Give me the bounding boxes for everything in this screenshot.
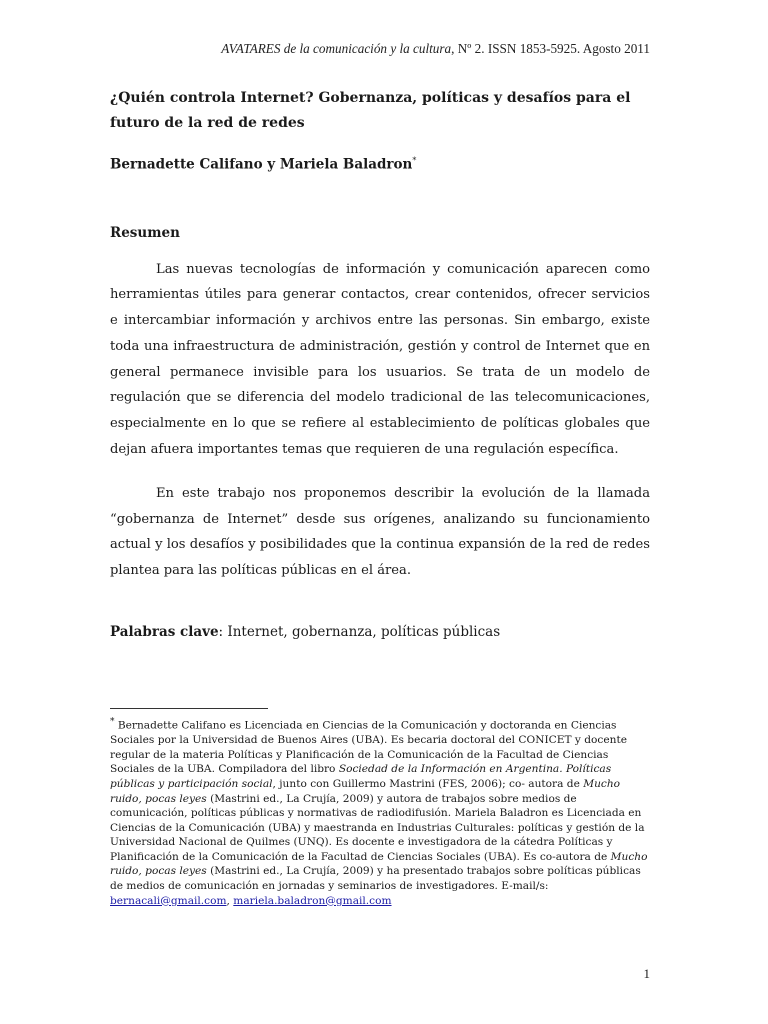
footnote-divider bbox=[110, 708, 268, 709]
abstract-paragraph-2: En este trabajo nos proponemos describir la evolución de la llamada “gobernanza de Internet” desde sus orígenes, analizando su funcionamiento actual y los desafíos y posibilidades que la continua expansión de la red de redes plantea para las políticas públicas en el área. bbox=[110, 485, 650, 579]
footnote-book-title: Sociedad de la Información en Argentina. Políticas públicas y participación social bbox=[110, 763, 612, 790]
authors-names: Bernadette Califano y Mariela Baladron bbox=[110, 156, 413, 173]
abstract-heading: Resumen bbox=[110, 224, 180, 241]
journal-name: AVATARES de la comunicación y la cultura bbox=[221, 41, 452, 56]
email-link-baladron[interactable]: mariela.baladron@gmail.com bbox=[233, 894, 392, 907]
footnote-mark: * bbox=[110, 717, 115, 727]
keywords-label: Palabras clave bbox=[110, 624, 219, 641]
page-number: 1 bbox=[643, 966, 650, 981]
footnote-text-part: (Mastrini ed., La Crujía, 2009) y ha presentado trabajos sobre políticas públicas de medios de comunicación en jornadas y seminarios de investigadores. E-mail/s: bbox=[110, 865, 641, 893]
article-authors bbox=[110, 156, 650, 173]
footnote bbox=[110, 708, 650, 908]
keywords bbox=[110, 624, 650, 640]
footnote-text bbox=[110, 715, 650, 908]
footnote-book-title: Mucho ruido, pocas leyes bbox=[110, 777, 621, 805]
email-separator: , bbox=[226, 894, 234, 907]
footnote-book-title: Mucho ruido, pocas leyes bbox=[110, 850, 648, 878]
journal-details: , Nº 2. ISSN 1853-5925. Agosto 2011 bbox=[451, 41, 650, 56]
footnote-reference[interactable]: * bbox=[412, 156, 417, 165]
abstract-paragraph-1: Las nuevas tecnologías de información y comunicación aparecen como herramientas útiles para generar contactos, crear contenidos, ofrecer servicios e intercambiar información y archivos entre las personas. Sin embargo, existe toda una infraestructura de administración, gestión y control de Internet que en general permanece invisible para los usuarios. Se trata de un modelo de regulación que se diferencia del modelo tradicional de las telecomunicaciones, especialmente en lo que se refiere al establecimiento de políticas globales que dejan afuera importantes temas que requieren de una regulación específica. bbox=[110, 261, 650, 458]
footnote-text-part: (Mastrini ed., La Crujía, 2009) y autora de trabajos sobre medios de comunicación, políticas públicas y normativas de radiodifusión. Mariela Baladron es Licenciada en Ciencias de la Comunicación (UBA) y maestranda en Industrias Culturales: políticas y gestión de la Universidad Nacional de Quilmes (UNQ). Es docente e investigadora de la cátedra Políticas y Planificación de la Comunicación de la Facultad de Ciencias Sociales (UBA). Es co-autora de bbox=[110, 792, 645, 863]
article-title: ¿Quién controla Internet? Gobernanza, políticas y desafíos para el futuro de la red de redes bbox=[110, 90, 631, 131]
running-header bbox=[221, 41, 650, 57]
keywords-value: : Internet, gobernanza, políticas públicas bbox=[218, 624, 501, 641]
article-body bbox=[110, 86, 650, 640]
footnote-text-part: Bernadette Califano es Licenciada en Ciencias de la Comunicación y doctoranda en Ciencias Sociales por la Universidad de Buenos Aires (UBA). Es becaria doctoral del CONICET y docente regular de la materia Políticas y Planificación de la Comunicación de la Facultad de Ciencias Sociales de la UBA. Compiladora del libro bbox=[110, 719, 627, 776]
email-link-califano[interactable]: bernacali@gmail.com bbox=[110, 894, 227, 907]
footnote-text-part: , junto con Guillermo Mastrini (FES, 2006); co- autora de bbox=[272, 777, 584, 790]
